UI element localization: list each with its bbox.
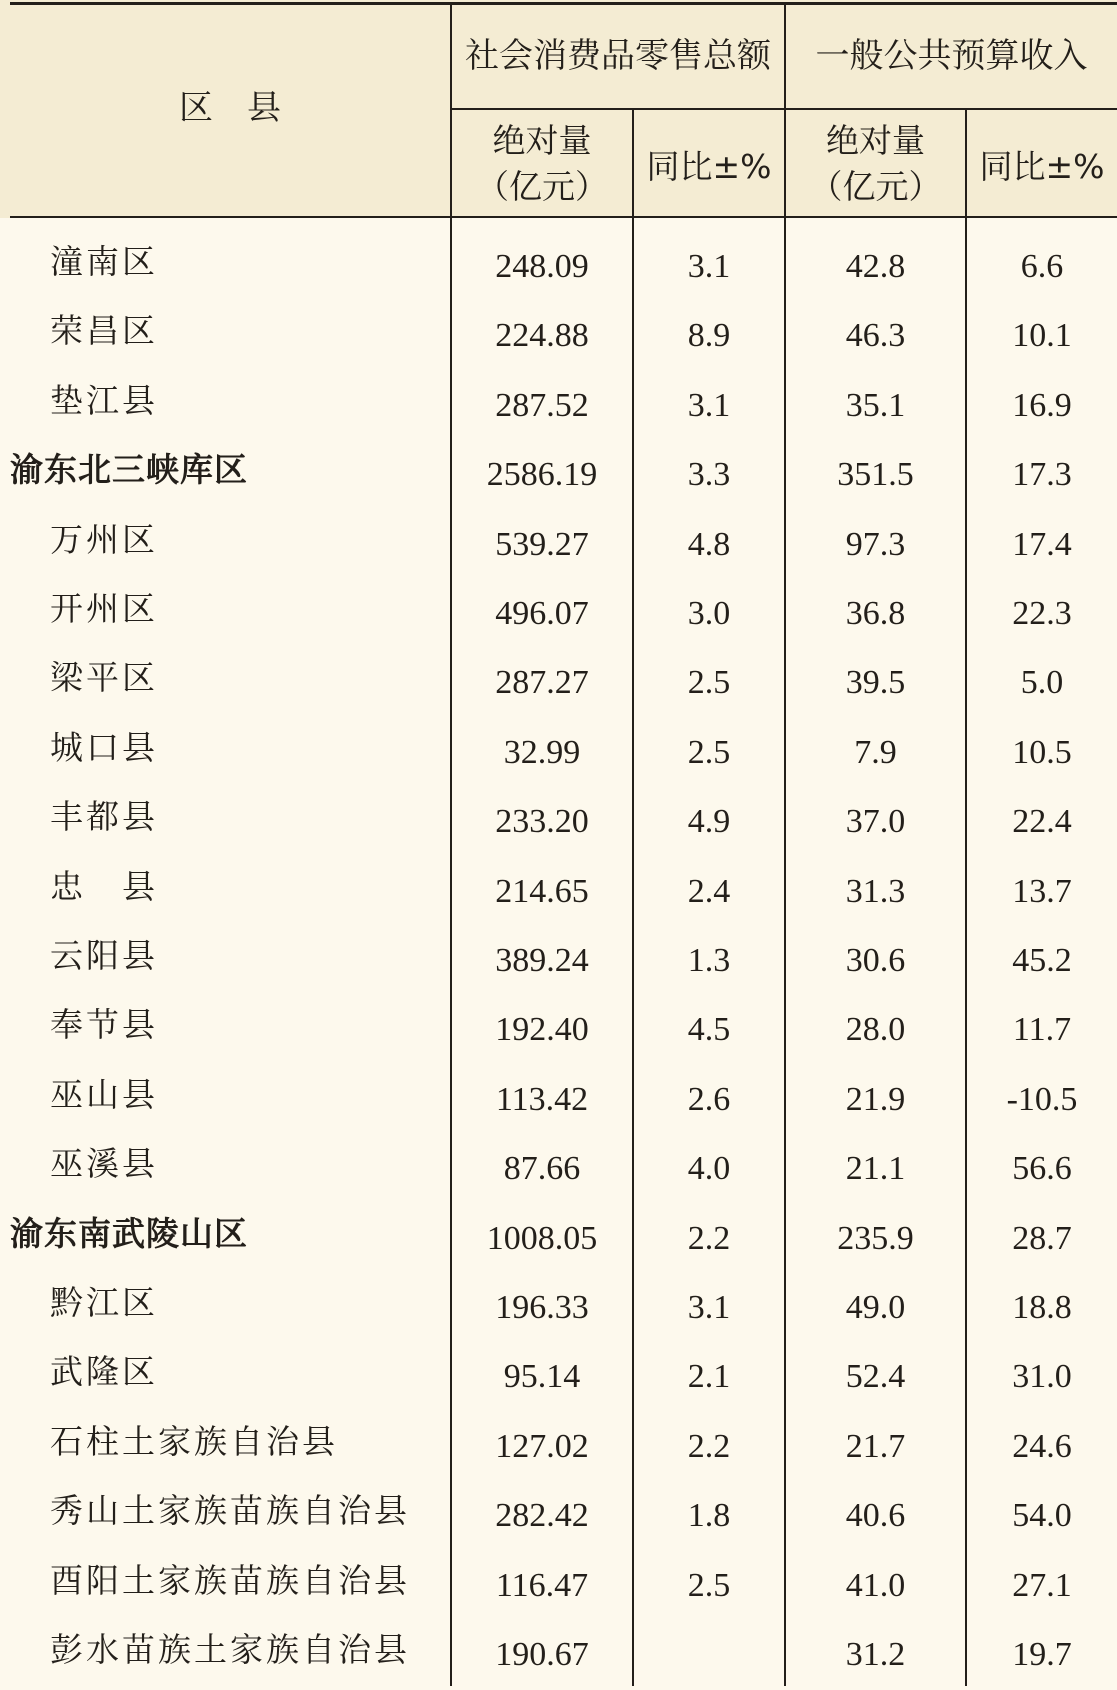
retail-yoy-cell: 2.5	[687, 734, 731, 771]
retail-abs-cell: 389.24	[495, 942, 589, 979]
district-name: 城口县	[50, 728, 158, 767]
retail-abs-cell: 2586.19	[486, 456, 598, 493]
retail-yoy-cell: 4.8	[687, 526, 731, 563]
budget-abs-cell: 21.9	[845, 1081, 906, 1118]
retail-yoy-cell: 8.9	[687, 317, 731, 354]
retail-yoy-cell: 4.5	[687, 1011, 731, 1048]
header-bottom-rule	[10, 216, 1117, 218]
budget-yoy-cell: 54.0	[1012, 1497, 1072, 1534]
retail-abs-cell: 214.65	[495, 873, 589, 910]
budget-abs-cell: 30.6	[845, 942, 906, 979]
retail-yoy-cell: 2.6	[687, 1081, 731, 1118]
district-name: 梁平区	[50, 658, 158, 697]
district-name: 彭水苗族土家族自治县	[50, 1630, 410, 1669]
header-abs-2: 绝对量	[826, 121, 925, 160]
header-retail-sales: 社会消费品零售总额	[465, 36, 771, 76]
budget-yoy-cell: 22.4	[1012, 803, 1072, 840]
budget-abs-cell: 52.4	[845, 1358, 906, 1395]
retail-abs-cell: 113.42	[495, 1081, 589, 1118]
retail-abs-cell: 282.42	[495, 1497, 589, 1534]
budget-yoy-cell: 16.9	[1012, 387, 1072, 424]
retail-abs-cell: 287.52	[495, 387, 589, 424]
header-abs-1: 绝对量	[492, 121, 592, 160]
budget-yoy-cell: 28.7	[1012, 1220, 1072, 1257]
budget-abs-cell: 35.1	[845, 387, 906, 424]
header-yoy-2: 同比±%	[979, 147, 1105, 186]
budget-yoy-cell: 11.7	[1012, 1011, 1072, 1048]
retail-yoy-cell: 2.4	[687, 873, 731, 910]
budget-abs-cell: 21.1	[845, 1150, 906, 1187]
retail-abs-cell: 248.09	[495, 248, 589, 285]
budget-abs-cell: 36.8	[845, 595, 906, 632]
retail-yoy-cell: 4.9	[687, 803, 731, 840]
district-name: 巫山县	[50, 1075, 158, 1114]
budget-yoy-cell: 56.6	[1012, 1150, 1072, 1187]
retail-abs-cell: 1008.05	[486, 1220, 598, 1257]
budget-abs-cell: 21.7	[845, 1428, 906, 1465]
retail-yoy-cell: 2.2	[687, 1428, 731, 1465]
district-name: 巫溪县	[50, 1144, 158, 1183]
retail-yoy-cell: 3.3	[687, 456, 731, 493]
district-name: 奉节县	[50, 1005, 158, 1044]
retail-yoy-cell: 2.5	[687, 664, 731, 701]
budget-yoy-cell: 10.5	[1012, 734, 1072, 771]
budget-abs-cell: 235.9	[837, 1220, 914, 1257]
retail-abs-cell: 190.67	[495, 1636, 589, 1673]
budget-abs-cell: 42.8	[845, 248, 906, 285]
retail-abs-cell: 539.27	[495, 526, 589, 563]
retail-yoy-cell: 3.0	[687, 595, 731, 632]
budget-yoy-cell: 5.0	[1020, 664, 1064, 701]
budget-yoy-cell: 27.1	[1012, 1567, 1072, 1604]
retail-yoy-cell: 3.1	[687, 387, 731, 424]
budget-abs-cell: 351.5	[837, 456, 914, 493]
district-name: 荣昌区	[50, 311, 158, 350]
region-group-name: 渝东南武陵山区	[10, 1214, 248, 1253]
retail-yoy-cell: 1.8	[687, 1497, 731, 1534]
district-name: 开州区	[50, 589, 158, 628]
header-abs-unit-1: （亿元）	[476, 167, 608, 206]
budget-yoy-cell: 45.2	[1012, 942, 1072, 979]
district-name: 黔江区	[50, 1283, 158, 1322]
retail-abs-cell: 95.14	[503, 1358, 581, 1395]
budget-yoy-cell: 31.0	[1012, 1358, 1072, 1395]
district-name: 垫江县	[50, 381, 158, 420]
budget-abs-cell: 31.3	[845, 873, 906, 910]
district-name: 武隆区	[50, 1352, 158, 1391]
budget-yoy-cell: 10.1	[1012, 317, 1072, 354]
budget-abs-cell: 49.0	[845, 1289, 906, 1326]
retail-yoy-cell: 4.0	[687, 1150, 731, 1187]
header-budget-revenue: 一般公共预算收入	[815, 36, 1088, 76]
retail-abs-cell: 32.99	[503, 734, 581, 771]
budget-yoy-cell: 19.7	[1012, 1636, 1072, 1673]
retail-abs-cell: 87.66	[503, 1150, 581, 1187]
budget-abs-cell: 37.0	[845, 803, 906, 840]
budget-yoy-cell: 13.7	[1012, 873, 1072, 910]
retail-abs-cell: 233.20	[495, 803, 589, 840]
budget-yoy-cell: 6.6	[1020, 248, 1064, 285]
budget-yoy-cell: 18.8	[1012, 1289, 1072, 1326]
retail-yoy-cell: 2.1	[687, 1358, 731, 1395]
budget-abs-cell: 28.0	[845, 1011, 906, 1048]
budget-abs-cell: 97.3	[845, 526, 906, 563]
budget-yoy-cell: 22.3	[1012, 595, 1072, 632]
district-name: 万州区	[50, 520, 158, 559]
retail-abs-cell: 127.02	[495, 1428, 589, 1465]
region-group-name: 渝东北三峡库区	[10, 450, 248, 489]
retail-yoy-cell: 1.3	[687, 942, 731, 979]
retail-yoy-cell: 2.2	[687, 1220, 731, 1257]
district-name: 丰都县	[50, 797, 158, 836]
district-name: 石柱土家族自治县	[50, 1422, 338, 1461]
budget-yoy-cell: 17.4	[1012, 526, 1072, 563]
budget-abs-cell: 31.2	[845, 1636, 906, 1673]
retail-abs-cell: 192.40	[495, 1011, 589, 1048]
retail-abs-cell: 496.07	[495, 595, 589, 632]
district-name: 云阳县	[50, 936, 158, 975]
retail-yoy-cell: 3.1	[687, 1289, 731, 1326]
retail-yoy-cell: 2.5	[687, 1567, 731, 1604]
budget-yoy-cell: -10.5	[1006, 1081, 1078, 1118]
budget-yoy-cell: 24.6	[1012, 1428, 1072, 1465]
header-yoy-1: 同比±%	[646, 147, 772, 186]
budget-abs-cell: 46.3	[845, 317, 906, 354]
budget-abs-cell: 39.5	[845, 664, 906, 701]
district-name: 秀山土家族苗族自治县	[50, 1491, 410, 1530]
budget-abs-cell: 41.0	[845, 1567, 906, 1604]
retail-abs-cell: 287.27	[495, 664, 589, 701]
district-name: 潼南区	[50, 242, 158, 281]
retail-yoy-cell	[634, 1620, 784, 1690]
top-rule	[10, 2, 1117, 5]
district-name: 忠 县	[50, 867, 158, 906]
header-abs-unit-2: （亿元）	[809, 167, 942, 206]
retail-yoy-cell: 3.1	[687, 248, 731, 285]
district-name: 酉阳土家族苗族自治县	[50, 1561, 410, 1600]
budget-yoy-cell: 17.3	[1012, 456, 1072, 493]
retail-abs-cell: 196.33	[495, 1289, 589, 1326]
retail-abs-cell: 224.88	[495, 317, 589, 354]
retail-abs-cell: 116.47	[495, 1567, 589, 1604]
header-district: 区 县	[179, 88, 281, 128]
budget-abs-cell: 7.9	[854, 734, 897, 771]
budget-abs-cell: 40.6	[845, 1497, 906, 1534]
